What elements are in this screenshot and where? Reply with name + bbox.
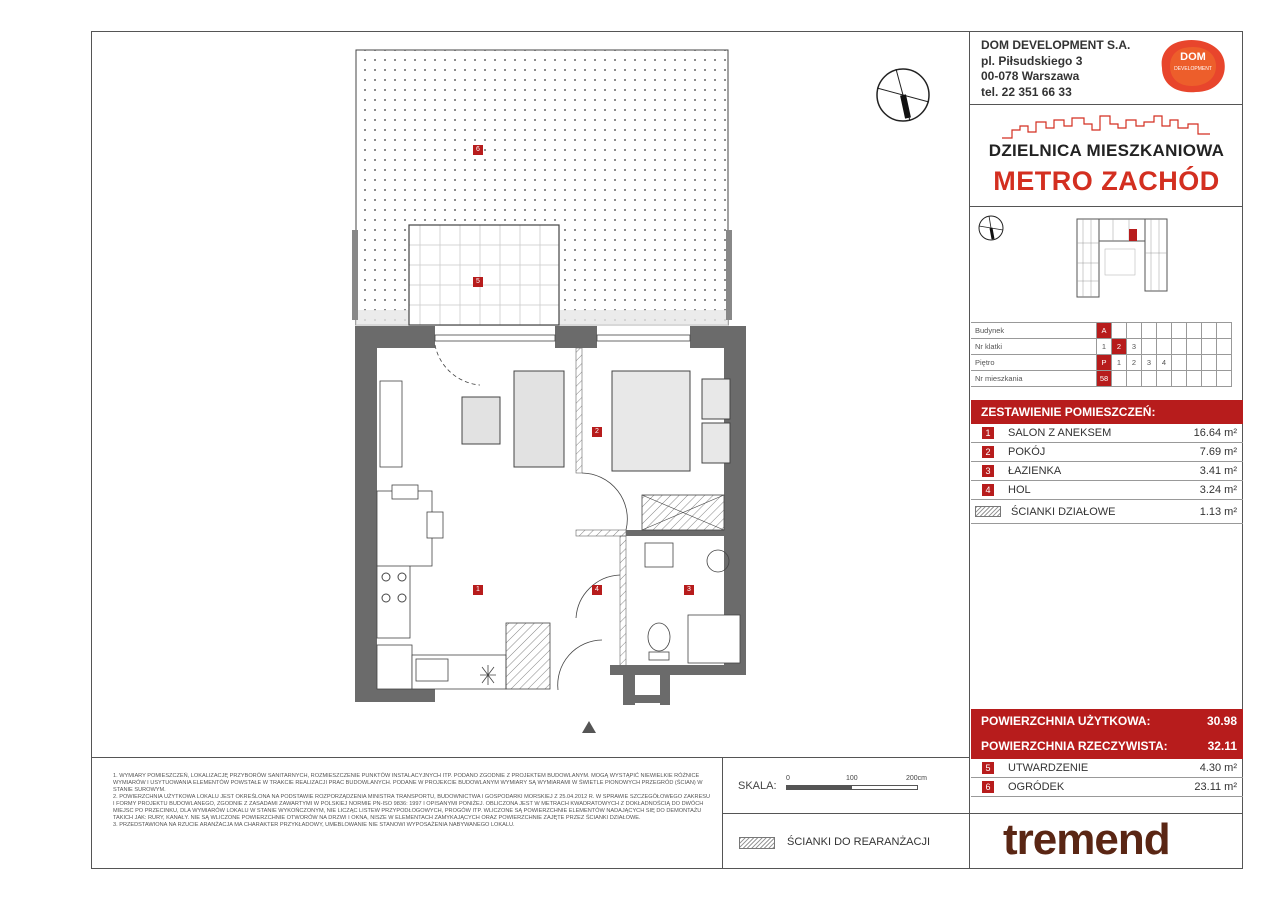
- room-area: 7.69 m²: [1199, 446, 1237, 458]
- table-cell: [1127, 371, 1142, 387]
- table-cell: 3: [1127, 339, 1142, 355]
- table-cell: [1112, 371, 1127, 387]
- logo-subtext: DEVELOPMENT: [1174, 66, 1212, 72]
- outdoor-row: [971, 759, 1243, 778]
- hatch-swatch-icon: [975, 506, 1001, 517]
- table-cell: [1157, 371, 1172, 387]
- plan-label-bathroom: 3: [684, 585, 694, 595]
- table-cell: 58: [1097, 371, 1112, 387]
- room-name: SALON Z ANEKSEM: [1008, 427, 1112, 439]
- plan-label-garden: 6: [473, 145, 483, 155]
- table-cell: [1217, 355, 1232, 371]
- table-cell: [1202, 323, 1217, 339]
- scale-tick: 200cm: [906, 775, 928, 782]
- partitions-name: ŚCIANKI DZIAŁOWE: [1011, 506, 1116, 518]
- notes: [113, 773, 713, 829]
- divider: [969, 813, 1243, 814]
- tremend-logo: tremend: [1003, 815, 1170, 864]
- table-cell: [1142, 339, 1157, 355]
- table-cell: [1217, 339, 1232, 355]
- room-name: HOL: [1008, 484, 1031, 496]
- usable-area-label: POWIERZCHNIA UŻYTKOWA:: [981, 714, 1151, 728]
- plan-label-hall: 4: [592, 585, 602, 595]
- table-cell: A: [1097, 323, 1112, 339]
- project-title-line1: DZIELNICA MIESZKANIOWA: [988, 141, 1225, 160]
- usable-area-value: 30.98: [1206, 714, 1237, 728]
- scale-label: SKALA:: [738, 780, 777, 792]
- table-cell: [1187, 339, 1202, 355]
- paved-area: [409, 225, 559, 325]
- room-name: OGRÓDEK: [1008, 781, 1065, 793]
- usable-area-row: [971, 709, 1243, 734]
- partitions-area: 1.13 m²: [1199, 506, 1237, 518]
- compass-icon: [874, 66, 932, 124]
- note: 1. WYMIARY POMIESZCZEŃ, LOKALIZACJĘ PRZYBORÓW SANITARNYCH, ROZMIESZCZENIE PUNKTÓW INSTALACYJNYCH ITP. PODANO ZGODNIE Z PROJEKTEM BUDOWLANYM. MOGĄ WYSTĄPIĆ NIEWIELKIE RÓŻNICE WYMIARÓW I USYTUOWANIA ELEMENTÓW POWSTAŁE W TRAKCIE REALIZACJI PRAC BUDOWLANYCH. PODANE W PROJEKCIE BUDOWLANYM WYMIARY SĄ WYMIARAMI W ŚWIETLE PIONOWYCH PRZEGRÓD (ŚCIAN) W STANIE SUROWYM.: [113, 773, 703, 793]
- table-row: [971, 339, 1232, 355]
- table-cell: [1202, 339, 1217, 355]
- table-cell: [1187, 355, 1202, 371]
- table-cell: [1157, 323, 1172, 339]
- skyline-icon: [1002, 112, 1210, 140]
- row-label: Nr klatki: [971, 339, 1097, 355]
- table-cell: [1187, 323, 1202, 339]
- room-area: 3.41 m²: [1199, 465, 1237, 477]
- divider: [722, 813, 970, 814]
- note: 2. POWIERZCHNIA UŻYTKOWA LOKALU JEST OKREŚLONA NA PODSTAWIE ROZPORZĄDZENIA MINISTRA TRANSPORTU, BUDOWNICTWA I GOSPODARKI MORSKIEJ Z 25.04.2012 R. W SPRAWIE SZCZEGÓŁOWEGO ZAKRESU I FORMY PROJEKTU BUDOWLANEGO, ZGODNIE Z ZASADAMI ZAWARTYMI W POLSKIEJ NORMIE PN-ISO 9836: 1997 I OPISANYMI PONIŻEJ. OBLICZONA JEST W METRACH KWADRATOWYCH Z DOKŁADNOŚCIĄ DO DWÓCH MIEJSC PO PRZECINKU, DLA WYMIARÓW LOKALU W STANIE WYKOŃCZONYM, NIE LICZĄC LISTEW PRZYPODŁOGOWYCH, PROGÓW ITP. WLICZONE SĄ POWIERZCHNIE ELEMENTÓW NADAJĄCYCH SIĘ DO DEMONTAŻU TAKICH JAK: RURY, KANAŁY. NIE SĄ WLICZONE POWIERZCHNIE OTWORÓW NA DRZWI I OKNA, NISZE W ELEMENTACH ZAMYKAJĄCYCH ORAZ POWIERZCHNIE ZAJĘTE PRZEZ ŚCIANKI DZIAŁOWE.: [113, 794, 711, 821]
- table-cell: [1172, 355, 1187, 371]
- room-number: 4: [982, 484, 994, 496]
- table-cell: [1172, 339, 1187, 355]
- real-area-value: 32.11: [1207, 739, 1237, 753]
- table-cell: P: [1097, 355, 1112, 371]
- table-cell: [1112, 323, 1127, 339]
- company-name: DOM DEVELOPMENT S.A.: [981, 38, 1131, 52]
- site-plan-thumbnail: [1073, 213, 1175, 303]
- row-label: Nr mieszkania: [971, 371, 1097, 387]
- room-name: ŁAZIENKA: [1008, 465, 1062, 477]
- table-cell: [1202, 371, 1217, 387]
- scale-tick: 100: [846, 775, 858, 782]
- scale-tick: 0: [786, 775, 790, 782]
- room-area: 23.11 m²: [1194, 781, 1237, 793]
- floor-plan: [340, 45, 760, 745]
- table-cell: [1217, 371, 1232, 387]
- room-row: [971, 462, 1243, 481]
- room-area: 16.64 m²: [1193, 427, 1237, 439]
- company-address2: 00-078 Warszawa: [981, 69, 1080, 83]
- table-cell: 3: [1142, 355, 1157, 371]
- outdoor-row: [971, 778, 1243, 797]
- divider: [91, 757, 970, 758]
- room-number: 5: [982, 762, 994, 774]
- table-cell: 1: [1097, 339, 1112, 355]
- room-number: 6: [982, 781, 994, 793]
- table-row: [971, 371, 1232, 387]
- real-area-row: [971, 734, 1243, 759]
- plan-label-bedroom: 2: [592, 427, 602, 437]
- table-cell: [1187, 371, 1202, 387]
- note: 3. PRZEDSTAWIONA NA RZUCIE ARANŻACJA MA CHARAKTER PRZYKŁADOWY, UMEBLOWANIE NIE STANOWI WYPOSAŻENIA NABYWANEGO LOKALU.: [113, 822, 515, 828]
- room-name: POKÓJ: [1008, 446, 1046, 458]
- project-title-line2: METRO ZACHÓD: [993, 166, 1220, 196]
- company-phone: tel. 22 351 66 33: [981, 84, 1072, 99]
- room-number: 3: [982, 465, 994, 477]
- room-row: [971, 481, 1243, 500]
- company-info: [981, 38, 1130, 100]
- apartment-info-table: [971, 322, 1232, 387]
- room-name: UTWARDZENIE: [1008, 762, 1089, 774]
- logo-text: DOM: [1180, 51, 1206, 63]
- row-label: Piętro: [971, 355, 1097, 371]
- legend-text: ŚCIANKI DO REARANŻACJI: [787, 836, 931, 848]
- room-number: 1: [982, 427, 994, 439]
- table-cell: 2: [1112, 339, 1127, 355]
- divider: [969, 206, 1243, 207]
- room-number: 2: [982, 446, 994, 458]
- scale-bar: [786, 785, 918, 790]
- table-cell: [1172, 371, 1187, 387]
- partitions-row: [971, 502, 1243, 524]
- table-cell: [1202, 355, 1217, 371]
- room-row: [971, 443, 1243, 462]
- company-address1: pl. Piłsudskiego 3: [981, 53, 1083, 68]
- table-cell: [1217, 323, 1232, 339]
- table-row: [971, 355, 1232, 371]
- room-area: 4.30 m²: [1199, 762, 1237, 774]
- real-area-label: POWIERZCHNIA RZECZYWISTA:: [981, 739, 1168, 753]
- table-cell: [1142, 371, 1157, 387]
- table-cell: 1: [1112, 355, 1127, 371]
- table-row: [971, 323, 1232, 339]
- room-row: [971, 424, 1243, 443]
- room-area: 3.24 m²: [1199, 484, 1237, 496]
- table-cell: 4: [1157, 355, 1172, 371]
- divider: [969, 104, 1243, 105]
- table-cell: [1127, 323, 1142, 339]
- table-cell: [1142, 323, 1157, 339]
- small-compass-icon: [977, 214, 1005, 242]
- rooms-heading: ZESTAWIENIE POMIESZCZEŃ:: [971, 400, 1243, 424]
- table-cell: 2: [1127, 355, 1142, 371]
- plan-label-paving: 5: [473, 277, 483, 287]
- row-label: Budynek: [971, 323, 1097, 339]
- table-cell: [1172, 323, 1187, 339]
- rearrangement-hatch-icon: [739, 837, 775, 849]
- table-cell: [1157, 339, 1172, 355]
- plan-label-living: 1: [473, 585, 483, 595]
